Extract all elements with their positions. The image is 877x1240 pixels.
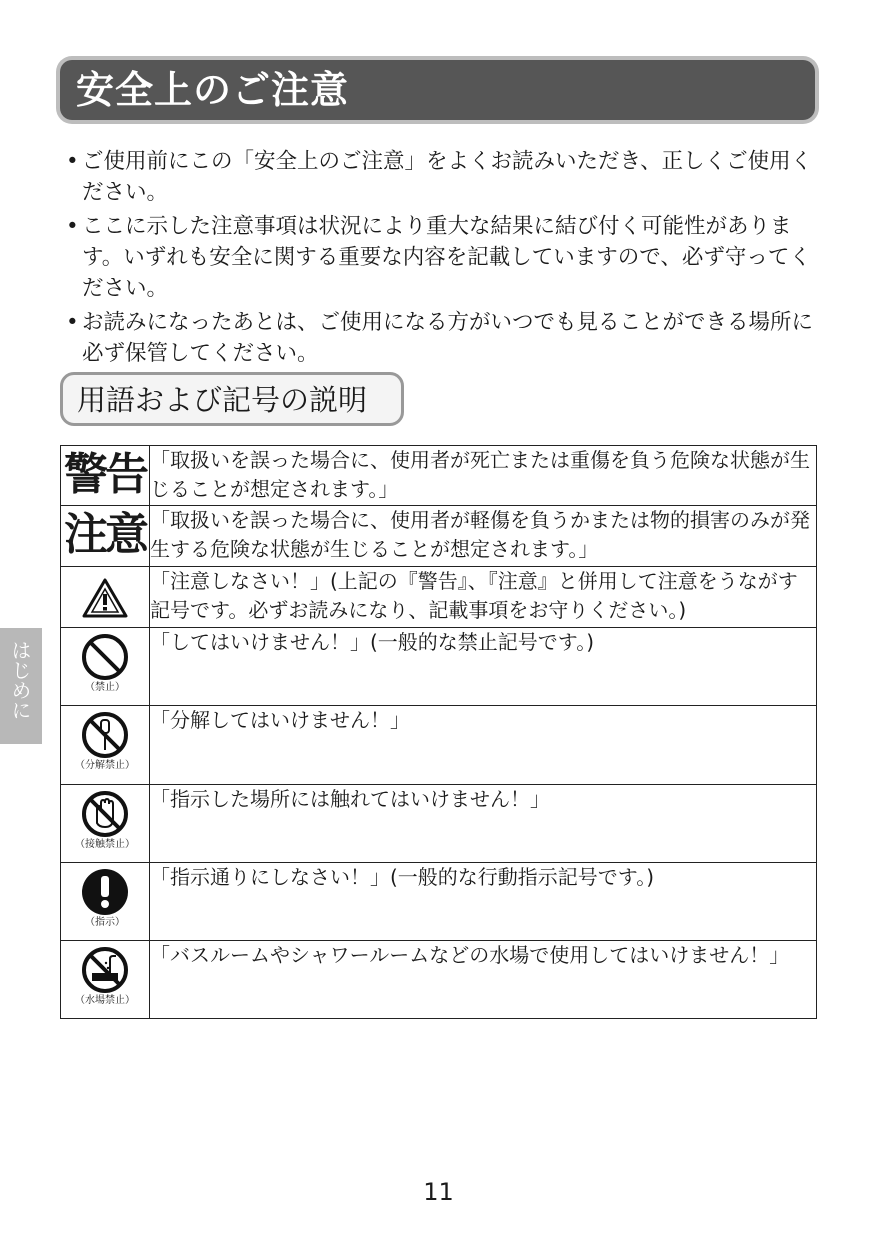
list-item: • ここに示した注意事項は状況により重大な結果に結び付く可能性があります。いずれも安全に関する重要な内容を記載していますので、必ず守ってください。 bbox=[66, 214, 811, 301]
table-row bbox=[61, 446, 817, 506]
definition-text: 「してはいけません！」(一般的な禁止記号です。) bbox=[150, 628, 817, 706]
definition-text: 「分解してはいけません！」 bbox=[150, 706, 817, 785]
warning-triangle-icon bbox=[81, 577, 129, 619]
prohibition-icon bbox=[80, 632, 130, 682]
no-wet-area-icon bbox=[80, 945, 130, 995]
section-side-tab bbox=[0, 628, 42, 744]
mandatory-instruction-icon bbox=[80, 867, 130, 917]
definition-text: 「バスルームやシャワールームなどの水場で使用してはいけません！」 bbox=[150, 941, 817, 1019]
symbol-caption: （接触禁止） bbox=[75, 839, 135, 850]
no-touch-icon bbox=[80, 789, 130, 839]
definition-text: 「注意しなさい！」(上記の『警告』、『注意』と併用して注意をうながす記号です。必ずお読みになり、記載事項をお守りください。) bbox=[150, 567, 817, 628]
symbol-caption: （水場禁止） bbox=[75, 995, 135, 1006]
table-row bbox=[61, 785, 817, 863]
symbol-definitions-table bbox=[60, 445, 817, 1019]
symbol-cell bbox=[61, 446, 150, 506]
table-row bbox=[61, 628, 817, 706]
page-title-bar bbox=[60, 60, 815, 120]
definition-text: 「取扱いを誤った場合に、使用者が軽傷を負うかまたは物的損害のみが発生する危険な状態が生じることが想定されます。」 bbox=[150, 506, 817, 567]
caution-label: 注意 bbox=[64, 509, 146, 560]
symbol-cell bbox=[61, 567, 150, 628]
section-title: 用語および記号の説明 bbox=[77, 383, 368, 417]
symbol-caption: （指示） bbox=[85, 917, 125, 928]
table-row bbox=[61, 706, 817, 785]
table-row bbox=[61, 863, 817, 941]
list-item: • お読みになったあとは、ご使用になる方がいつでも見ることができる場所に必ず保管してください。 bbox=[66, 310, 814, 366]
symbol-cell bbox=[61, 941, 150, 1019]
warning-label: 警告 bbox=[64, 449, 146, 500]
symbol-cell bbox=[61, 785, 150, 863]
list-item: • ご使用前にこの「安全上のご注意」をよくお読みいただき、正しくご使用ください。 bbox=[66, 149, 813, 205]
definition-text: 「取扱いを誤った場合に、使用者が死亡または重傷を負う危険な状態が生じることが想定されます。」 bbox=[150, 446, 817, 506]
side-tab-label: はじめに bbox=[8, 640, 32, 720]
page-title: 安全上のご注意 bbox=[76, 68, 350, 112]
symbol-caption: （禁止） bbox=[85, 682, 125, 693]
definition-text: 「指示した場所には触れてはいけません！」 bbox=[150, 785, 817, 863]
table-row bbox=[61, 941, 817, 1019]
section-title-box bbox=[60, 372, 404, 426]
symbol-caption: （分解禁止） bbox=[75, 760, 135, 771]
definition-text: 「指示通りにしなさい！」(一般的な行動指示記号です。) bbox=[150, 863, 817, 941]
symbol-cell bbox=[61, 506, 150, 567]
no-disassembly-icon bbox=[80, 710, 130, 760]
symbol-cell bbox=[61, 706, 150, 785]
intro-list bbox=[66, 146, 821, 372]
symbol-cell bbox=[61, 863, 150, 941]
page-number: 11 bbox=[423, 1178, 454, 1206]
symbol-cell bbox=[61, 628, 150, 706]
table-row bbox=[61, 567, 817, 628]
table-row bbox=[61, 506, 817, 567]
